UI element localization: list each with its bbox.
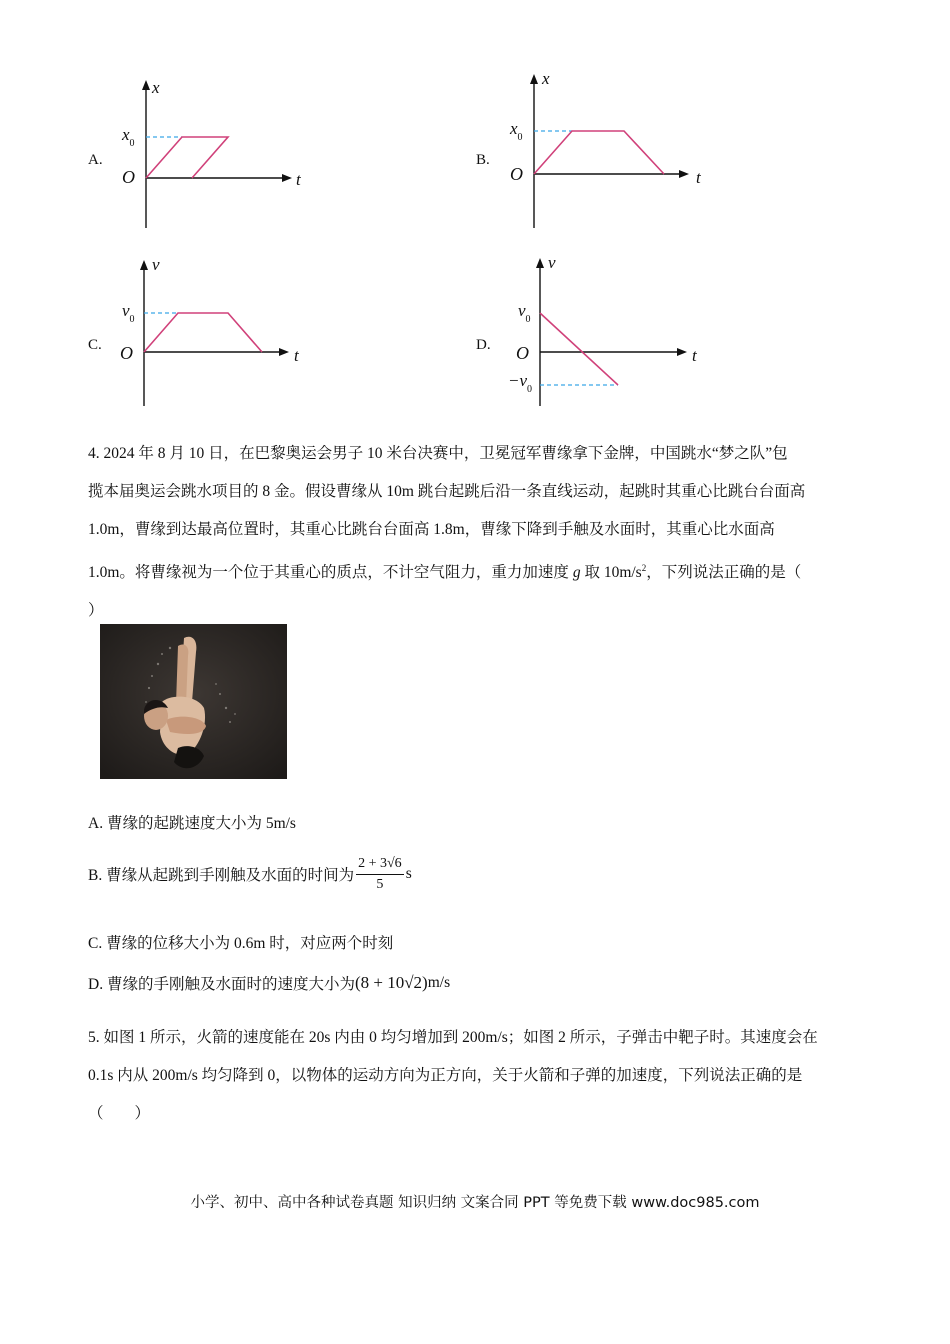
question-4-option-b: B. 曹缘从起跳到手刚触及水面的时间为 $\frac{2 + 3√6}{5}$ s	[88, 855, 412, 892]
level-sub: 0	[525, 314, 531, 325]
y-axis-label: x	[542, 69, 550, 88]
x-axis-label: t	[692, 346, 697, 365]
origin-label: O	[510, 164, 523, 184]
question-4-line: ）	[88, 602, 104, 620]
level-label: x	[510, 119, 518, 138]
diver-photo	[100, 624, 287, 779]
fraction: $\frac{2 + 3√6}{5}$	[358, 855, 402, 892]
graph-line	[144, 313, 262, 352]
x-axis-arrow	[679, 170, 689, 178]
option-b-xt-graph	[500, 66, 720, 232]
graph-line	[540, 313, 618, 385]
question-5-text	[88, 1019, 868, 1133]
question-4-line: 1.0m。将曹缘视为一个位于其重心的质点，不计空气阻力，重力加速度 g 取 $10m/s^2$，下列说法正确的是（	[88, 563, 802, 582]
gravity-symbol: g	[572, 564, 581, 582]
question-5-line: 0.1s 内从 200m/s 均匀降到 0，以物体的运动方向为正方向，关于火箭和子弹的加速度，下列说法正确的是	[88, 1067, 803, 1084]
level-label: v	[518, 301, 526, 320]
svg-text:−v0	[508, 371, 532, 395]
x-axis-arrow	[279, 348, 289, 356]
origin-label: O	[120, 343, 133, 363]
y-axis-arrow	[536, 258, 544, 268]
question-5-line: 5. 如图 1 所示，火箭的速度能在 20s 内由 0 均匀增加到 200m/s；如图 2 所示，子弹击中靶子时。其速度会在	[88, 1029, 818, 1046]
y-axis-arrow	[142, 80, 150, 90]
level-label: x	[122, 125, 130, 144]
y-axis-label: v	[548, 253, 556, 272]
option-a-xt-graph	[110, 72, 320, 232]
y-axis-arrow	[530, 74, 538, 84]
question-5-line: （ ）	[88, 1105, 151, 1122]
x-axis-arrow	[282, 174, 292, 182]
option-c-vt-graph	[110, 252, 320, 410]
option-b-label: B.	[476, 152, 490, 168]
x-axis-label: t	[696, 168, 701, 187]
option-c-label: C.	[88, 337, 102, 353]
question-4-option-d: D. 曹缘的手刚触及水面时的速度大小为 (8 + 10√2) m/s	[88, 973, 451, 993]
level-sub: 0	[129, 314, 135, 325]
y-axis-label: v	[152, 255, 160, 274]
y-axis-label: x	[152, 78, 160, 97]
origin-label: O	[122, 167, 135, 187]
option-d-label: D.	[476, 337, 491, 353]
neg-level-sub: 0	[527, 384, 533, 395]
svg-text:v0	[518, 301, 531, 325]
svg-text:v0	[122, 301, 135, 325]
option-d-vt-graph	[500, 252, 720, 410]
origin-label: O	[516, 343, 529, 363]
svg-text:x0	[121, 125, 135, 149]
page-footer: 小学、初中、高中各种试卷真题 知识归纳 文案合同 PPT 等免费下载 www.doc985.com	[190, 1195, 760, 1211]
speed-expression: (8 + 10√2)	[354, 973, 428, 992]
question-4-line: 揽本届奥运会跳水项目的 8 金。假设曹缘从 10m 跳台起跳后沿一条直线运动，起跳时其重心比跳台台面高	[88, 483, 806, 500]
question-4-line: 4. 2024 年 8 月 10 日，在巴黎奥运会男子 10 米台决赛中，卫冕冠军曹缘拿下金牌，中国跳水“梦之队”包	[88, 445, 788, 462]
x-axis-label: t	[296, 170, 301, 189]
question-4-option-c: C. 曹缘的位移大小为 0.6m 时，对应两个时刻	[88, 935, 394, 952]
question-4-option-a: A. 曹缘的起跳速度大小为 5m/s	[88, 815, 296, 832]
question-4-text	[88, 435, 868, 630]
y-axis-arrow	[140, 260, 148, 270]
neg-level-label: −v	[508, 371, 528, 390]
graph-line	[146, 137, 228, 178]
x-axis-arrow	[677, 348, 687, 356]
x-axis-label: t	[294, 346, 299, 365]
level-label: v	[122, 301, 130, 320]
option-a-label: A.	[88, 152, 103, 168]
graph-line	[534, 131, 664, 174]
question-4-line: 1.0m，曹缘到达最高位置时，其重心比跳台台面高 1.8m，曹缘下降到手触及水面时，其重心比水面高	[88, 521, 775, 538]
level-sub: 0	[517, 132, 523, 143]
level-sub: 0	[129, 138, 135, 149]
svg-text:x0	[509, 119, 523, 143]
